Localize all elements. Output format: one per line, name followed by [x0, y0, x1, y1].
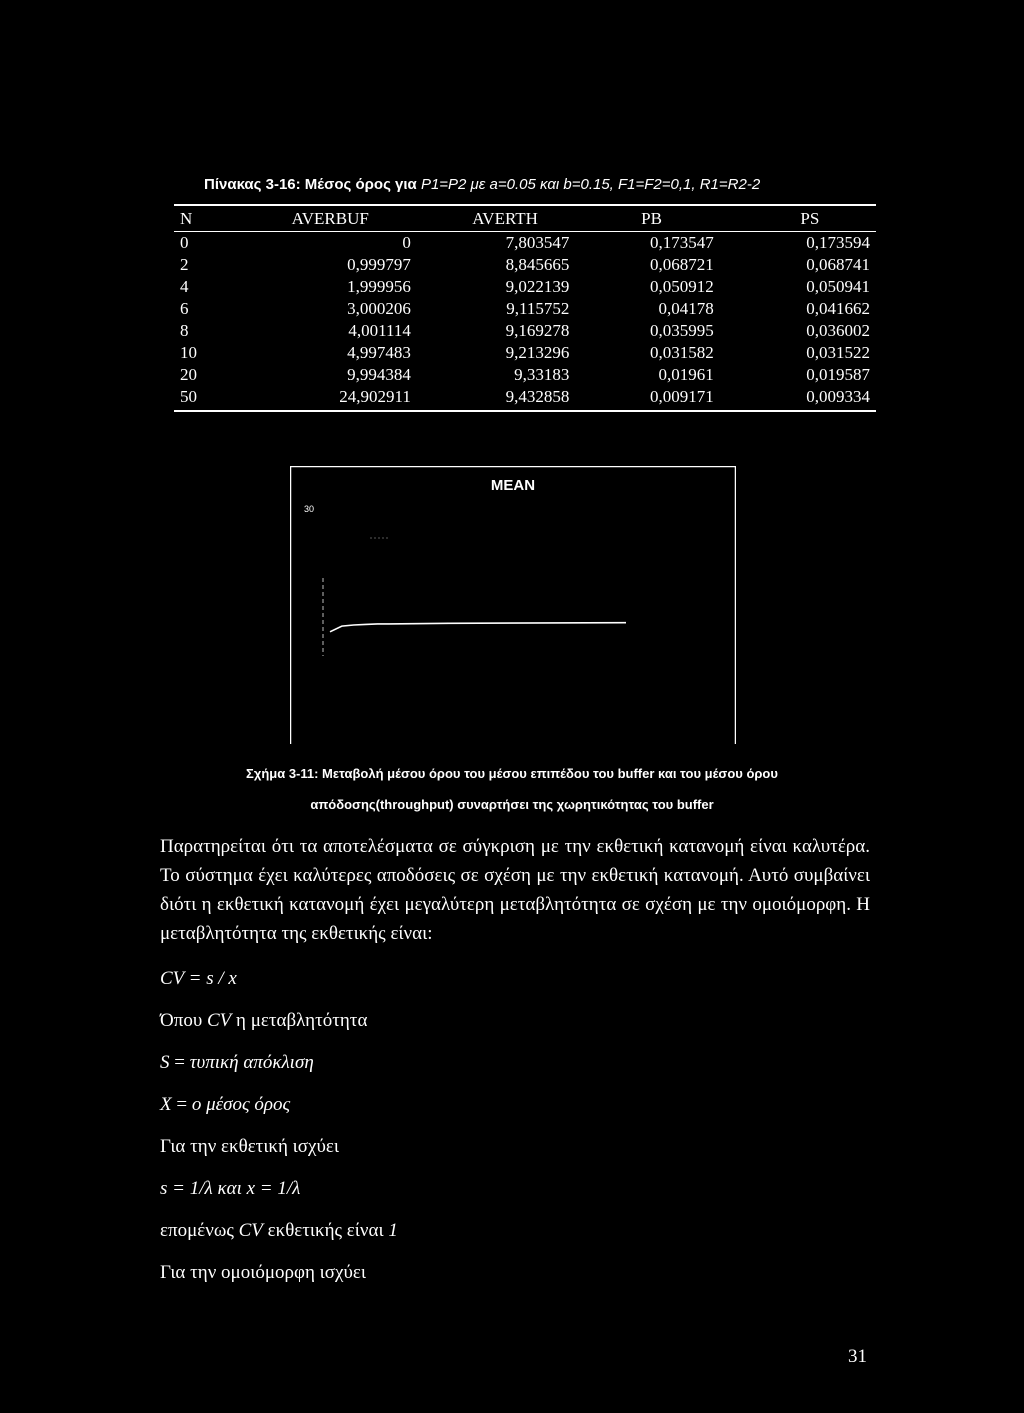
table-row	[174, 298, 876, 320]
cell-n: 4	[180, 277, 189, 296]
table-row	[174, 320, 876, 342]
cell-pb: 0,173547	[649, 233, 714, 252]
cell-n: 6	[180, 299, 189, 318]
header-ps: PS	[714, 205, 876, 232]
y-tick-label-30: 30	[304, 504, 315, 514]
cell-n: 10	[180, 343, 197, 362]
cell-averth: 9,432858	[411, 386, 569, 411]
mean-chart	[290, 466, 736, 744]
header-averth: AVERTH	[411, 205, 569, 232]
cv-exp-cv: CV	[238, 1220, 263, 1241]
cell-averbuf: 9,994384	[347, 365, 411, 384]
table-row	[174, 364, 876, 386]
cell-averth: 9,022139	[505, 277, 570, 296]
cell-n: 50	[174, 386, 210, 411]
body-paragraph: Παρατηρείται ότι τα αποτελέσματα σε σύγκριση με την εκθετική κατανομή είναι καλυτέρα. Το σύστημα έχει καλύτερες αποδόσεις σε σχέση με την εκθετική κατανομή. Αυτό συμβαίνει διότι η εκθετική κατανομή έχει μεγαλύτερη μεταβλητότητα σε σχέση με την ομοιόμορφη. Η μεταβλητότητα της εκθετικής είναι:	[160, 836, 870, 944]
cell-n: 2	[180, 255, 189, 274]
cv-exp-line	[160, 1220, 398, 1242]
cell-ps: 0,041662	[806, 299, 870, 318]
cell-n: 20	[180, 365, 197, 384]
cell-averth: 9,33183	[514, 365, 570, 384]
cell-averth: 9,213296	[505, 343, 570, 362]
uniform-holds-line: Για την ομοιόμορφη ισχύει	[160, 1262, 366, 1283]
figure-caption-line1: Σχήμα 3-11: Μεταβολή μέσου όρου του μέσου επιπέδου του buffer και του μέσου όρου	[246, 766, 778, 781]
cell-averth: 9,115752	[506, 299, 570, 318]
cell-averbuf: 4,001114	[348, 321, 411, 340]
cell-pb: 0,035995	[649, 321, 714, 340]
cell-averbuf: 0,999797	[347, 255, 411, 274]
table-caption	[204, 176, 760, 193]
exp-holds-line: Για την εκθετική ισχύει	[160, 1136, 339, 1157]
cv-exp-value: 1	[388, 1220, 398, 1241]
cell-pb: 0,04178	[658, 299, 714, 318]
s-x-formula: s = 1/λ και x = 1/λ	[160, 1178, 301, 1199]
x-symbol: X	[160, 1094, 172, 1115]
table-caption-params: P1=P2 με a=0.05 και b=0.15, F1=F2=0,1, R1=R2-2	[420, 176, 761, 193]
results-table	[174, 204, 876, 412]
header-pb: PB	[569, 205, 713, 232]
cell-averbuf: 3,000206	[347, 299, 411, 318]
table-row	[174, 254, 876, 276]
cell-averth: 8,845665	[505, 255, 570, 274]
cell-ps: 0,036002	[806, 321, 870, 340]
table-header-row	[174, 205, 876, 232]
where-cv: CV	[206, 1010, 232, 1031]
chart-title: MEAN	[490, 477, 536, 494]
header-n: N	[174, 205, 210, 232]
cell-pb: 0,009171	[569, 386, 713, 411]
table-row	[174, 232, 876, 255]
s-symbol: S	[160, 1052, 170, 1073]
x-definition	[160, 1094, 290, 1116]
figure-caption-line2: απόδοσης(throughput) συναρτήσει της χωρητικότητας του buffer	[310, 797, 714, 812]
cell-averbuf: 4,997483	[347, 343, 411, 362]
formula-cv: CV = s / x	[160, 968, 237, 989]
table-caption-prefix: Πίνακας 3-16: Μέσος όρος για	[204, 176, 421, 193]
x-eq: =	[171, 1094, 192, 1115]
cell-n: 0	[180, 233, 189, 252]
where-suffix: η μεταβλητότητα	[231, 1010, 368, 1031]
table-row	[174, 342, 876, 364]
cv-exp-middle: εκθετικής είναι	[262, 1220, 389, 1241]
cell-n: 8	[180, 321, 189, 340]
s-eq: =	[169, 1052, 190, 1073]
cell-averth: 9,169278	[505, 321, 570, 340]
page-number: 31	[848, 1346, 867, 1367]
cell-averbuf: 1,999956	[347, 277, 411, 296]
s-definition	[160, 1052, 314, 1074]
cell-pb: 0,068721	[649, 255, 714, 274]
mean-chart-svg	[290, 466, 736, 744]
cell-ps: 0,173594	[806, 233, 870, 252]
cell-averth: 7,803547	[505, 233, 570, 252]
table-row	[174, 276, 876, 298]
table-row	[174, 386, 876, 411]
cell-pb: 0,031582	[649, 343, 714, 362]
cell-ps: 0,068741	[806, 255, 870, 274]
cell-pb: 0,01961	[658, 365, 714, 384]
cv-exp-prefix: επομένως	[160, 1220, 239, 1241]
cell-ps: 0,009334	[714, 386, 876, 411]
cell-ps: 0,031522	[806, 343, 870, 362]
where-prefix: Όπου	[160, 1010, 207, 1031]
s-meaning: τυπική απόκλιση	[189, 1052, 314, 1073]
cell-averbuf: 0	[402, 233, 411, 252]
cell-averbuf: 24,902911	[210, 386, 411, 411]
series-line-mean	[330, 623, 626, 632]
header-averbuf: AVERBUF	[210, 205, 411, 232]
x-meaning: ο μέσος όρος	[191, 1094, 291, 1115]
where-line	[160, 1010, 367, 1032]
cell-pb: 0,050912	[649, 277, 714, 296]
cell-ps: 0,050941	[806, 277, 870, 296]
cell-ps: 0,019587	[806, 365, 870, 384]
